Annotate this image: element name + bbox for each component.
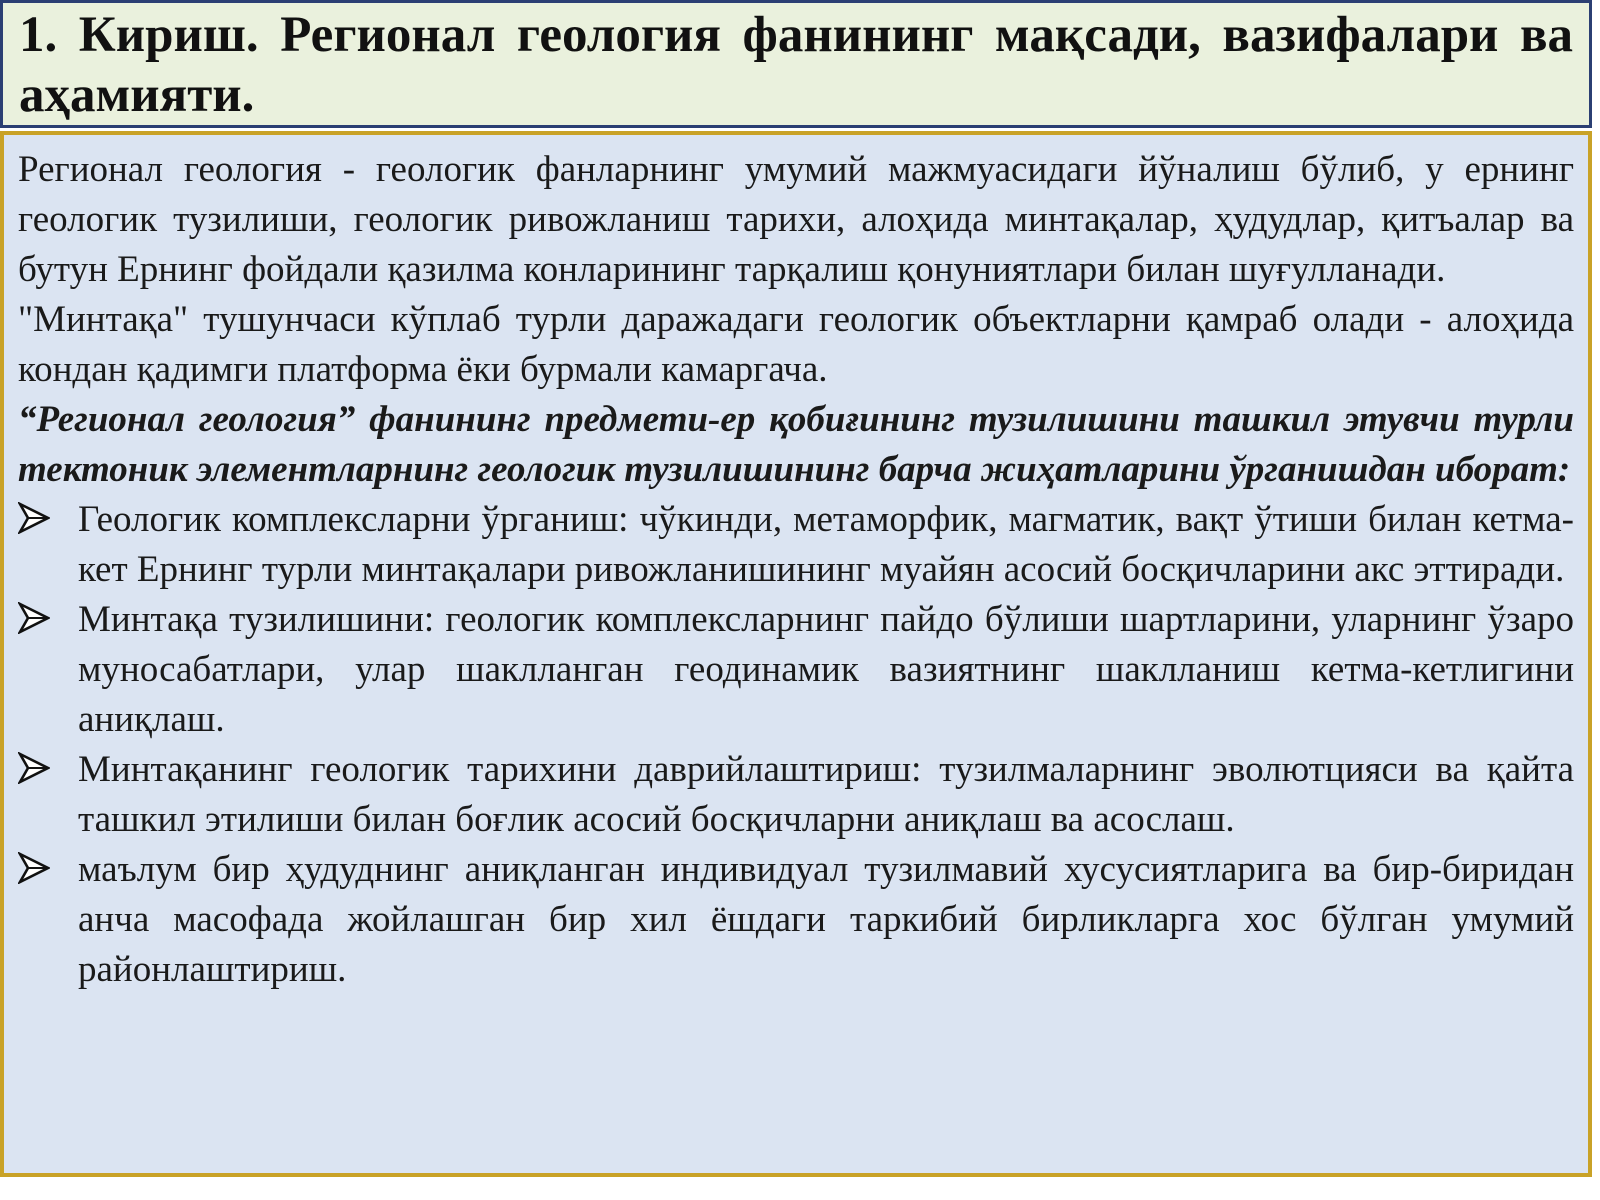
bullet-text: Минтақа тузилишини: геологик комплексларнинг пайдо бўлиши шартларини, уларнинг ўзаро муносабатлари, улар шаклланган геодинамик вазиятнинг шаклланиш кетма-кетлигини аниқлаш. [78, 599, 1574, 740]
bullet-text: Геологик комплексларни ўрганиш: чўкинди, метаморфик, магматик, вақт ўтиши билан кетма-кет Ернинг турли минтақалари ривожланишининг муайян асосий босқичларини акс эттиради. [78, 499, 1574, 590]
bullet-item [18, 495, 1574, 595]
region-definition-paragraph: "Минтақа" тушунчаси кўплаб турли даражадаги геологик объектларни қамраб олади - алоҳида кондан қадимги платформа ёки бурмали камаргача. [18, 299, 1574, 390]
arrowhead-bullet-icon [18, 752, 50, 784]
content-box [0, 131, 1592, 1177]
arrowhead-bullet-icon [18, 602, 50, 634]
arrowhead-bullet-icon [18, 852, 50, 884]
title-box [0, 0, 1592, 128]
bullet-text: маълум бир ҳудуднинг аниқланган индивидуал тузилмавий хусусиятларига ва бир-биридан анча масофада жойлашган бир хил ёшдаги таркибий бирликларга хос бўлган умумий районлаштириш. [78, 849, 1574, 990]
intro-paragraph: Регионал геология - геологик фанларнинг умумий мажмуасидаги йўналиш бўлиб, у ернинг геологик тузилиши, геологик ривожланиш тарихи, алоҳида минтақалар, ҳудудлар, қитъалар ва бутун Ернинг фойдали қазилма конларининг тарқалиш қонуниятлари билан шуғулланади. [18, 149, 1574, 290]
bullet-list [18, 495, 1574, 995]
subject-statement: “Регионал геология” фанининг предмети-ер қобиғининг тузилишини ташкил этувчи турли тектоник элементларнинг геологик тузилишининг барча жиҳатларини ўрганишдан иборат: [18, 399, 1574, 490]
arrowhead-bullet-icon [18, 502, 50, 534]
slide-title: 1. Кириш. Регионал геология фанининг мақсади, вазифалари ва аҳамияти. [19, 7, 1573, 123]
bullet-item [18, 595, 1574, 745]
bullet-item [18, 745, 1574, 845]
bullet-item [18, 845, 1574, 995]
bullet-text: Минтақанинг геологик тарихини даврийлаштириш: тузилмаларнинг эволютцияси ва қайта ташкил этилиши билан боғлик асосий босқичларни аниқлаш ва асослаш. [78, 749, 1574, 840]
